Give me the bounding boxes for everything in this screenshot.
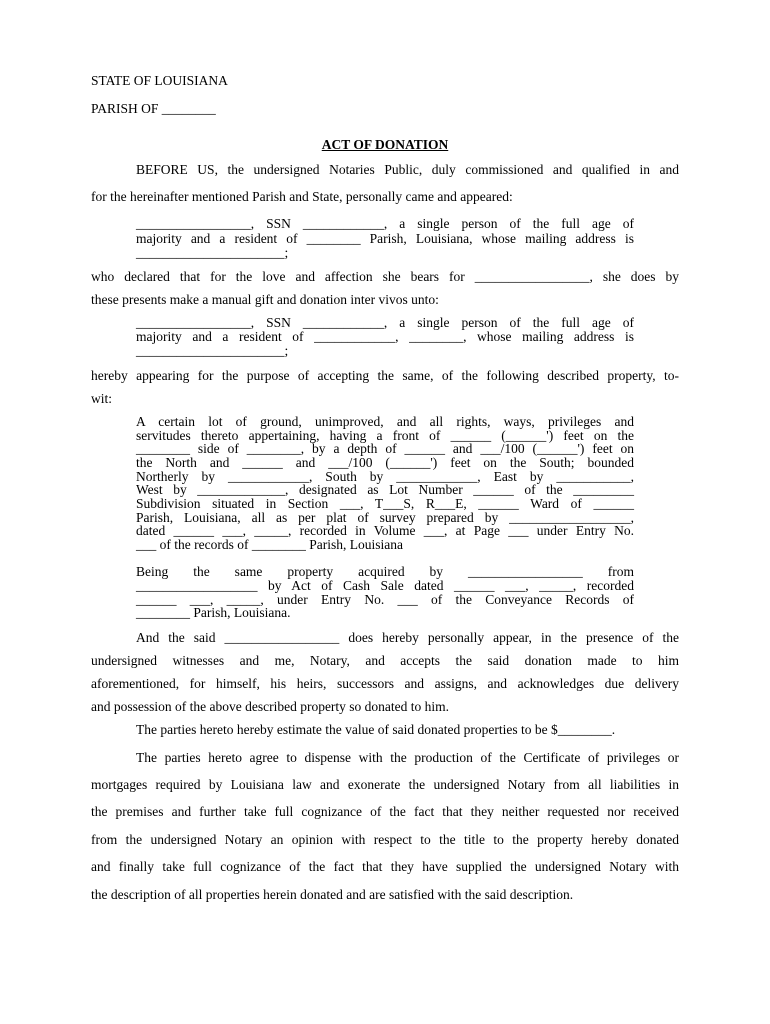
acceptance-line: undersigned witnesses and me, Notary, and accepts the said donation made to him [91, 653, 679, 668]
dispense-line: The parties hereto agree to dispense with the production of the Certificate of privileges or [136, 750, 679, 765]
dispense-line: from the undersigned Notary an opinion with respect to the title to the property hereby donated [91, 832, 679, 847]
appearing-line: wit: [91, 391, 113, 406]
property-line: A certain lot of ground, unimproved, and all rights, ways, privileges and [136, 414, 634, 429]
parish-heading: PARISH OF ________ [91, 101, 216, 116]
property-line: ________ side of ________, by a depth of ______ and ___/100 (______') feet on [136, 441, 634, 456]
donee-line: majority and a resident of ____________, ________, whose mailing address is [136, 329, 634, 344]
dispense-line: and finally take full cognizance of the fact that they have supplied the undersigned Notary with [91, 859, 679, 874]
document-title: ACT OF DONATION [321, 137, 449, 152]
state-heading: STATE OF LOUISIANA [91, 73, 228, 88]
being-line: Being the same property acquired by _________________ from [136, 564, 634, 579]
property-line: the North and ______ and ___/100 (______') feet on the South; bounded [136, 455, 634, 470]
appearing-line: hereby appearing for the purpose of accepting the same, of the following described property, to- [91, 368, 679, 383]
property-line: ___ of the records of ________ Parish, Louisiana [136, 537, 403, 552]
donor-line: _________________, SSN ____________, a single person of the full age of [136, 216, 634, 231]
donor-line: ______________________; [136, 245, 289, 260]
acceptance-line: aforementioned, for himself, his heirs, successors and assigns, and acknowledges due delivery [91, 676, 679, 691]
property-line: Northerly by ____________, South by ____________, East by ___________, [136, 469, 634, 484]
dispense-line: the premises and further take full cognizance of the fact that they neither requested nor received [91, 804, 679, 819]
donee-line: ______________________; [136, 343, 289, 358]
being-line: __________________ by Act of Cash Sale dated ______ ___, _____, recorded [136, 578, 634, 593]
declared-line: these presents make a manual gift and donation inter vivos unto: [91, 292, 439, 307]
acceptance-line: and possession of the above described property so donated to him. [91, 699, 450, 714]
donor-line: majority and a resident of ________ Parish, Louisiana, whose mailing address is [136, 231, 634, 246]
acceptance-line: And the said _________________ does hereby personally appear, in the presence of the [136, 630, 679, 645]
donee-line: _________________, SSN ____________, a single person of the full age of [136, 315, 634, 330]
value-line: The parties hereto hereby estimate the value of said donated properties to be $________. [136, 722, 616, 737]
being-line: ________ Parish, Louisiana. [136, 605, 291, 620]
dispense-line: mortgages required by Louisiana law and exonerate the undersigned Notary from all liabilities in [91, 777, 679, 792]
property-line: servitudes thereto appertaining, having a front of ______ (______') feet on the [136, 428, 634, 443]
property-line: Parish, Louisiana, all as per plat of survey prepared by __________________, [136, 510, 634, 525]
property-line: West by _____________, designated as Lot Number ______ of the _________ [136, 482, 634, 497]
property-line: Subdivision situated in Section ___, T___S, R___E, ______ Ward of ______ [136, 496, 634, 511]
declared-line: who declared that for the love and affection she bears for _________________, she does by [91, 269, 679, 284]
dispense-line: the description of all properties herein donated and are satisfied with the said description. [91, 887, 574, 902]
intro-line: BEFORE US, the undersigned Notaries Public, duly commissioned and qualified in and [136, 162, 679, 177]
intro-line: for the hereinafter mentioned Parish and State, personally came and appeared: [91, 189, 513, 204]
property-line: dated ______ ___, _____, recorded in Volume ___, at Page ___ under Entry No. [136, 523, 634, 538]
being-line: ______ ___, _____, under Entry No. ___ of the Conveyance Records of [136, 592, 634, 607]
